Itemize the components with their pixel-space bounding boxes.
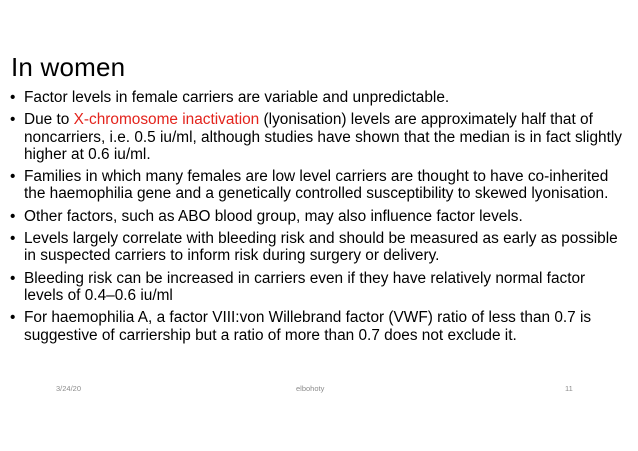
bullet-dot: •: [10, 207, 16, 225]
bullet-text: Factor levels in female carriers are variable and unpredictable.: [24, 89, 450, 106]
bullet-dot: •: [10, 111, 16, 129]
footer-page-number: 11: [565, 384, 573, 393]
bullet-text: For haemophilia A, a factor VIII:von Willebrand factor (VWF) ratio of less than 0.7 is suggestive of carriership but a ratio of more than 0.7 does not exclude it.: [24, 309, 592, 344]
slide-title: In women: [11, 52, 126, 82]
bullet-item: [10, 270, 626, 305]
bullet-text-post: (lyonisation) levels are approximately half that of noncarriers, i.e. 0.5 iu/ml, although studies have shown that the median is in fact slightly higher at 0.6 iu/ml.: [24, 111, 622, 163]
bullet-text: Other factors, such as ABO blood group, may also influence factor levels.: [24, 207, 523, 225]
bullet-dot: •: [10, 269, 16, 287]
highlighted-term: X-chromosome inactivation: [73, 111, 260, 129]
bullet-text-pre: Due to: [24, 111, 74, 129]
bullet-item: [10, 309, 626, 344]
bullet-text: Levels largely correlate with bleeding risk and should be measured as early as possible in suspected carriers to inform risk during surgery or delivery.: [24, 230, 618, 265]
footer-author: elbohoty: [296, 384, 325, 393]
bullet-text: Bleeding risk can be increased in carriers even if they have relatively normal factor levels of 0.4–0.6 iu/ml: [24, 269, 586, 304]
bullet-text: Families in which many females are low level carriers are thought to have co-inherited the haemophilia gene and a genetically controlled susceptibility to skewed lyonisation.: [24, 168, 609, 203]
bullet-item: [10, 111, 626, 163]
footer-date: 3/24/20: [56, 384, 82, 393]
bullet-item: [10, 168, 626, 203]
bullet-item: [10, 230, 626, 265]
bullet-list: [10, 89, 626, 349]
bullet-item: [10, 89, 626, 106]
bullet-dot: •: [10, 168, 16, 186]
bullet-dot: •: [10, 230, 16, 248]
bullet-item: [10, 208, 626, 225]
bullet-dot: •: [10, 89, 16, 106]
bullet-dot: •: [10, 309, 16, 327]
